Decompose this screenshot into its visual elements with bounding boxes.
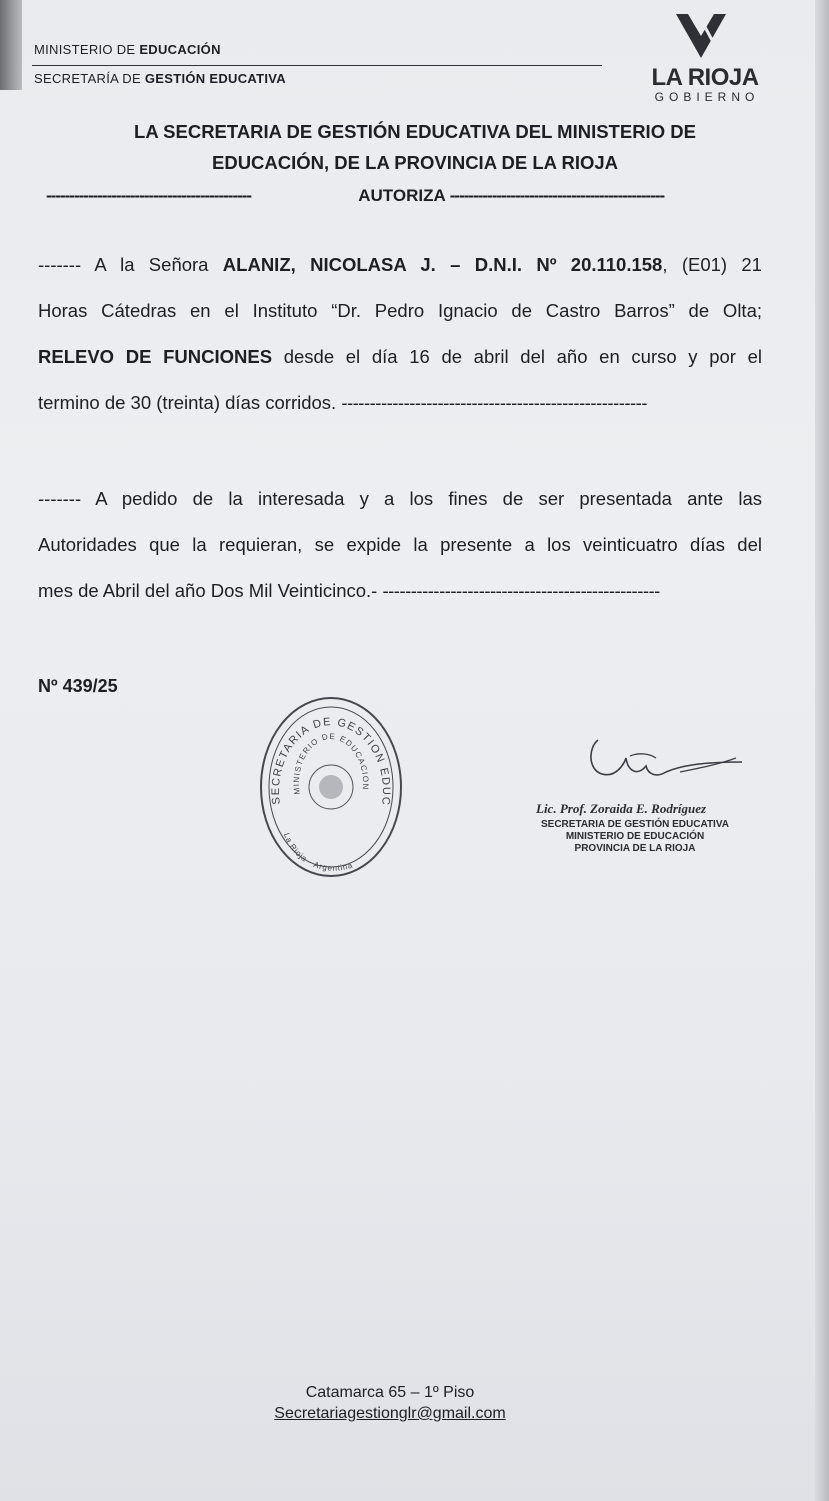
seal-stamp-icon: [256, 694, 406, 880]
autoriza-heading: [46, 186, 758, 206]
footer-contact: [200, 1382, 580, 1424]
header-divider: [32, 65, 602, 66]
signer-name: Lic. Prof. Zoraida E. Rodríguez: [536, 801, 707, 816]
official-seal: [256, 694, 406, 880]
paragraph-2-line-1: ------- A pedido de la interesada y a los fines de ser presentada ante las: [38, 488, 762, 509]
relevo-de-funciones: RELEVO DE FUNCIONES: [38, 346, 273, 367]
p1-l1-text: ------- A la Señora: [38, 254, 223, 275]
title-line-1: LA SECRETARIA DE GESTIÓN EDUCATIVA DEL MINISTERIO DE: [134, 121, 696, 142]
seal-outer-text: SECRETARIA DE GESTION EDUC: [269, 715, 393, 807]
paper-edge-shadow: [0, 0, 22, 90]
paper-edge-shadow-right: [815, 0, 829, 1501]
paragraph-1-line-1: [38, 242, 762, 288]
footer-email-link[interactable]: Secretariagestionglr@gmail.com: [274, 1405, 506, 1422]
header-secretary: [34, 71, 286, 86]
footer-address: Catamarca 65 – 1º Piso: [305, 1384, 475, 1401]
autoriza-dashes-left: --------------------------------------------: [46, 186, 252, 205]
paragraph-2-line-2: Autoridades que la requieran, se expide la presente a los veinticuatro días del: [38, 534, 762, 555]
p1-l4-text: termino de 30 (treinta) días corridos.: [38, 392, 342, 413]
logo-name: LA RIOJA: [651, 64, 759, 91]
header-ministry-prefix: MINISTERIO DE: [34, 42, 140, 57]
p1-l3-text: desde el día 16 de abril del año en curso y por el: [272, 346, 762, 367]
paragraph-2-line-3: [38, 568, 762, 614]
p2-l3-dashes: -------------------------------------------------: [382, 580, 660, 601]
header-ministry: [34, 42, 221, 57]
p2-l3-text: mes de Abril del año Dos Mil Veinticinco.-: [38, 580, 383, 601]
autoriza-dashes-right: ----------------------------------------------: [449, 186, 665, 205]
logo-subtitle: GOBIERNO: [654, 90, 760, 104]
document-title: [60, 116, 770, 178]
p1-l4-dashes: ------------------------------------------------------: [341, 392, 648, 413]
person-name-dni: ALANIZ, NICOLASA J. – D.N.I. Nº 20.110.158: [222, 254, 663, 275]
p1-l1-tail: , (E01) 21: [662, 254, 762, 275]
paragraph-1-line-4: [38, 380, 762, 426]
signer-title-line-3: PROVINCIA DE LA RIOJA: [574, 843, 696, 854]
header-secretary-bold: GESTIÓN EDUCATIVA: [144, 71, 286, 86]
title-line-2: EDUCACIÓN, DE LA PROVINCIA DE LA RIOJA: [212, 152, 618, 173]
la-rioja-logo: [638, 14, 772, 106]
header-ministry-bold: EDUCACIÓN: [139, 42, 221, 57]
autoriza-word: AUTORIZA: [358, 186, 446, 205]
header-secretary-prefix: SECRETARÍA DE: [34, 71, 145, 86]
issuance-paragraph: [38, 476, 762, 614]
seal-bottom-text: La Rioja - Argentina: [282, 831, 355, 873]
paragraph-1-line-2: Horas Cátedras en el Instituto “Dr. Pedro Ignacio de Castro Barros” de Olta;: [38, 300, 762, 321]
seal-inner-text: MINISTERIO DE EDUCACION: [291, 731, 371, 795]
signer-title-block: [520, 819, 750, 855]
paragraph-1-line-3: [38, 334, 762, 380]
signer-title-line-1: SECRETARIA DE GESTIÓN EDUCATIVA: [541, 819, 729, 830]
signer-title-line-2: MINISTERIO DE EDUCACIÓN: [565, 831, 705, 842]
svg-text:La Rioja - Argentina: [282, 832, 354, 873]
signature-scribble-icon: [530, 728, 750, 808]
la-rioja-chevron-logo-icon: [676, 14, 726, 58]
authorization-paragraph: [38, 242, 762, 426]
document-number: Nº 439/25: [38, 676, 118, 696]
